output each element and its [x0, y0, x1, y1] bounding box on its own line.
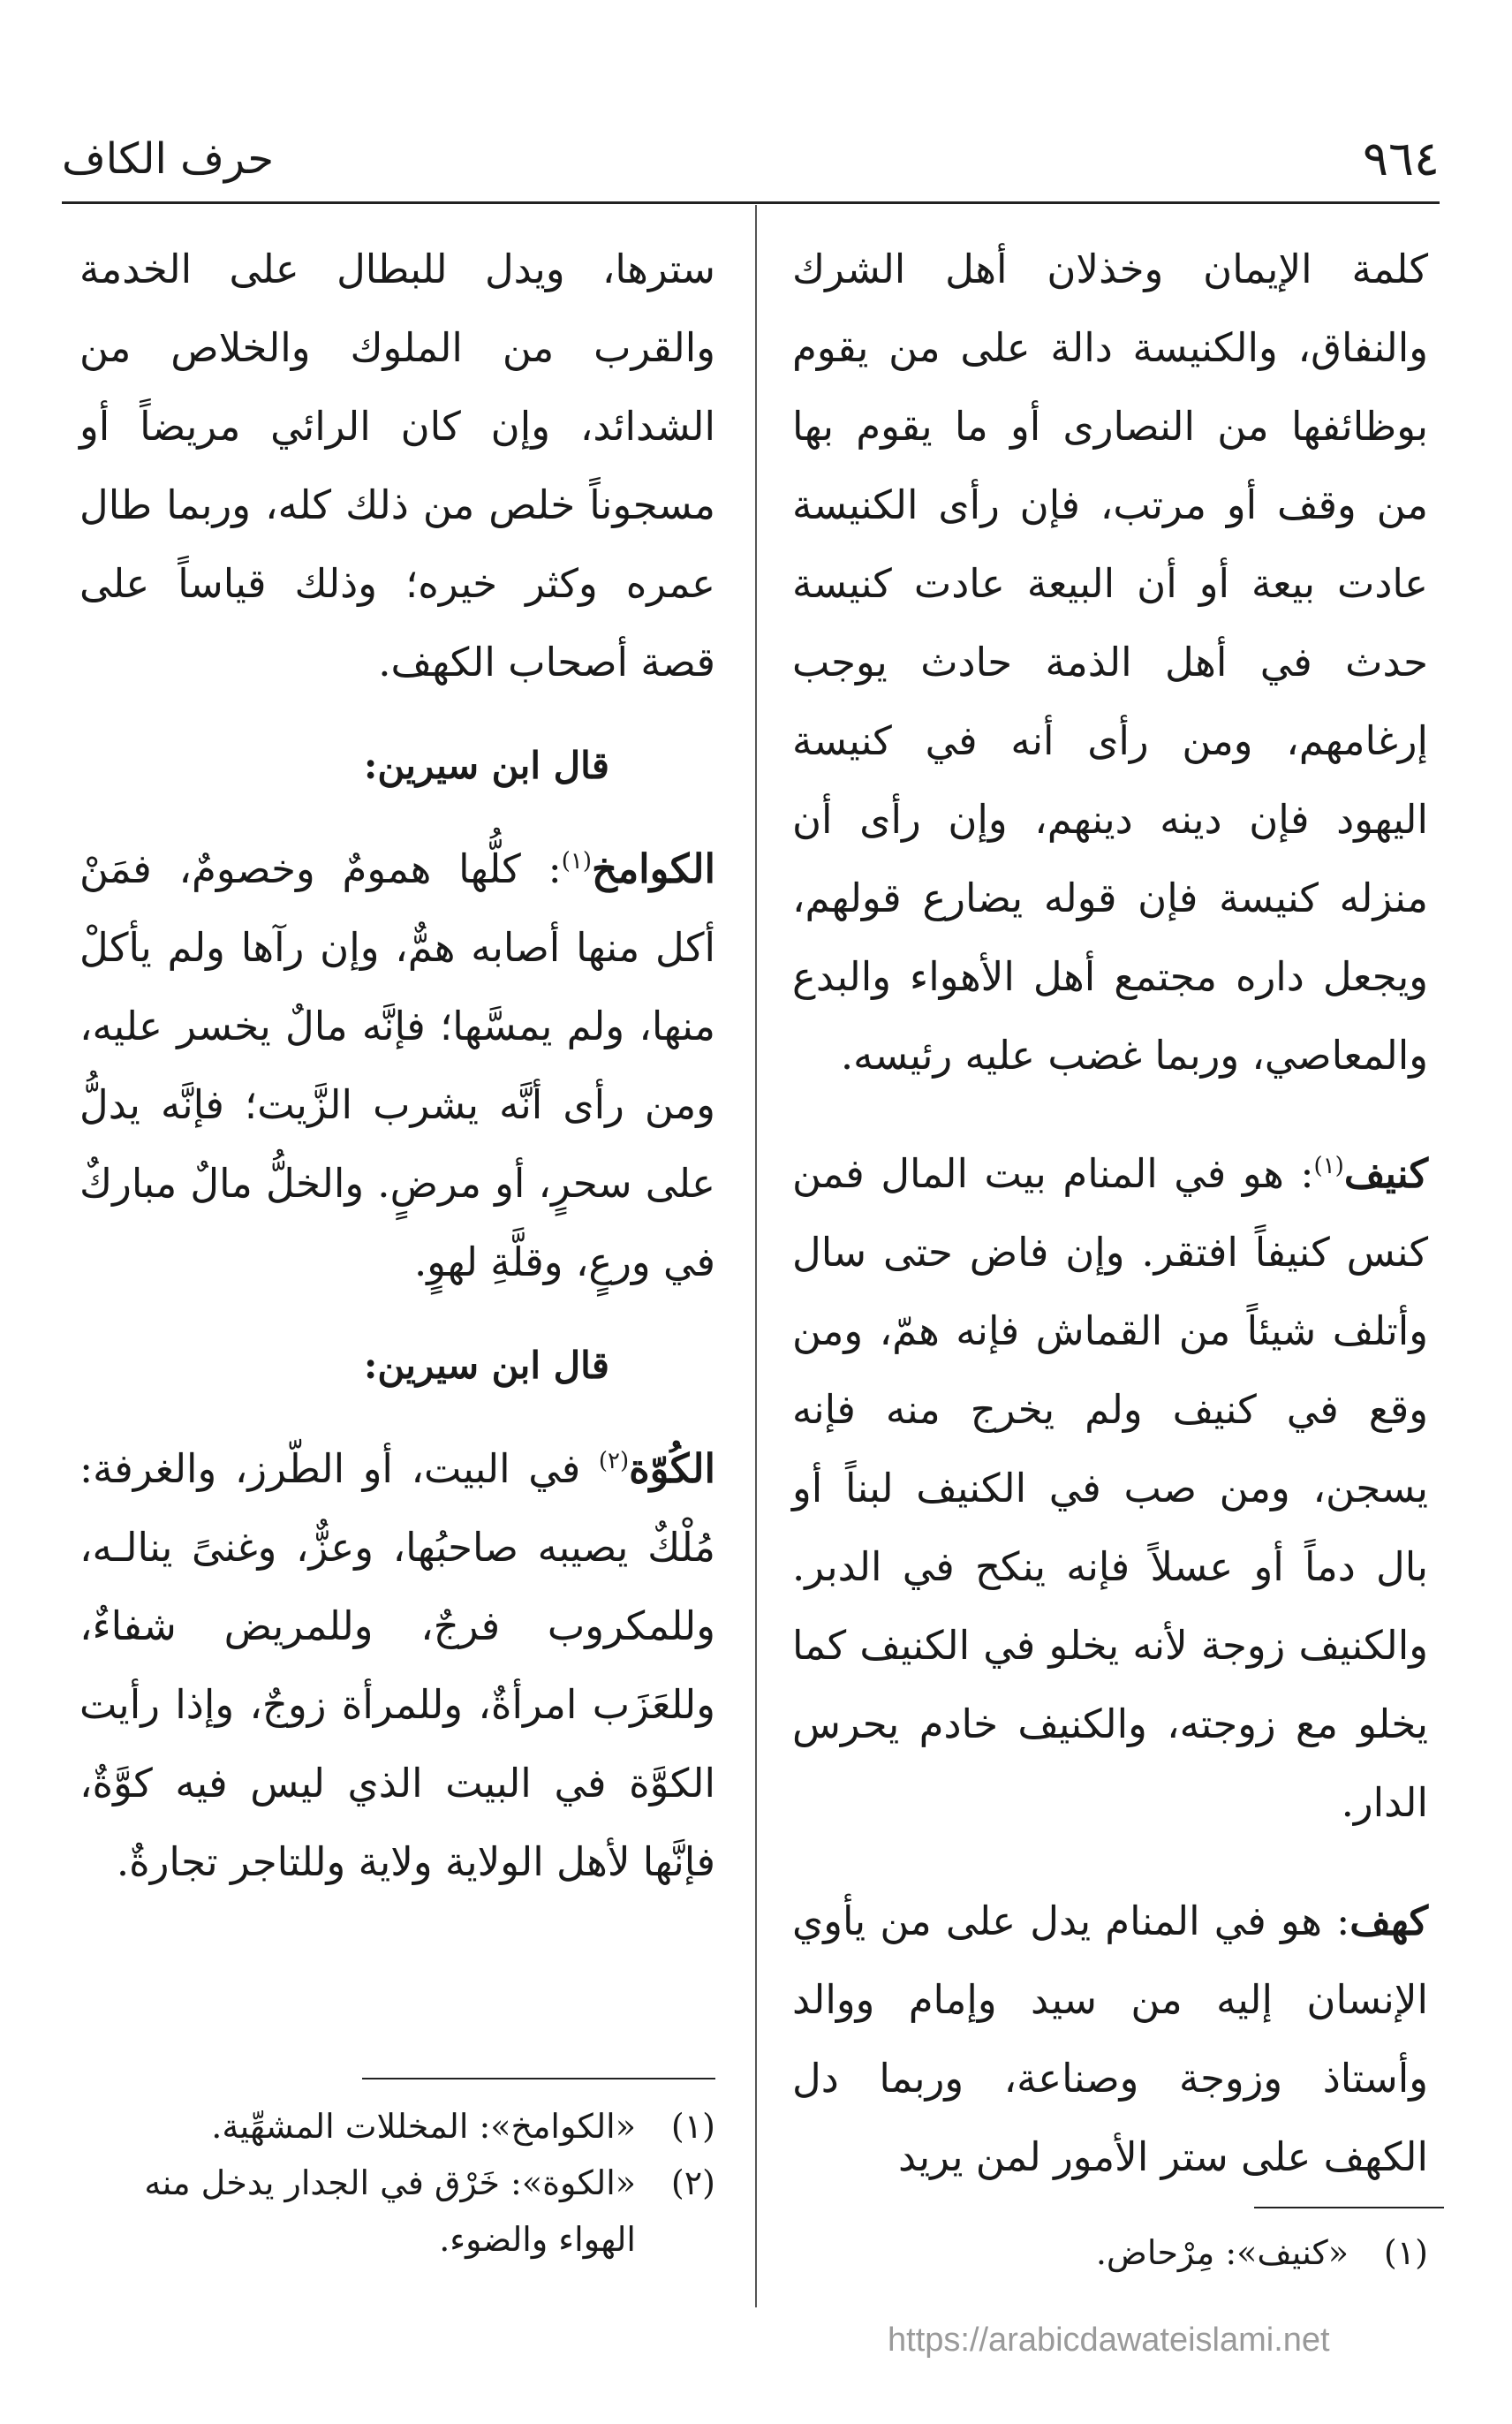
running-head: حرف الكاف — [62, 134, 275, 184]
right-column — [792, 230, 1428, 2196]
footnote-text: «الكوامخ»: المخللات المشهِّية. — [211, 2107, 636, 2146]
footnote-text: «كنيف»: مِرْحاض. — [1095, 2233, 1349, 2272]
watermark-url: https://arabicdawateislami.net — [888, 2322, 1330, 2359]
entry-term: كنيف — [1343, 1150, 1428, 1197]
footnote-item — [79, 2155, 715, 2268]
footnote-item — [79, 2098, 715, 2155]
footnotes-right — [792, 2224, 1428, 2281]
entry-term: كهف — [1349, 1898, 1428, 1944]
footnotes-left — [79, 2098, 715, 2268]
entry-text: : هو في المنام بيت المال فمن كنس كنيفاً افتقر. وإن فاض حتى سال وأتلف شيئاً من القماش فإنه همّ، ومن وقع في كنيف ولم يخرج منه فإنه يسجن، ومن صب في الكنيف لبناً أو بال دماً أو عسلاً فإنه ينكح في الدبر. والكنيف زوجة لأنه يخلو في الكنيف كما يخلو مع زوجته، والكنيف خادم يحرس الدار. — [792, 1150, 1428, 1826]
source-heading: قال ابن سيرين: — [363, 1344, 609, 1387]
entry-kanif — [792, 1134, 1428, 1842]
footnote-ref: (١) — [561, 848, 593, 875]
entry-kuwwa — [79, 1429, 715, 1901]
source-heading: قال ابن سيرين: — [363, 744, 609, 787]
footnote-rule-left — [362, 2078, 715, 2079]
footnote-ref: (٢) — [598, 1448, 630, 1474]
entry-term: الكوامخ — [592, 845, 715, 892]
footnote-number: (٢) — [670, 2163, 715, 2202]
footnote-number: (١) — [670, 2107, 715, 2146]
page-number: ٩٦٤ — [1362, 131, 1440, 186]
footnote-item — [792, 2224, 1428, 2281]
footnote-rule-right — [1254, 2207, 1444, 2208]
paragraph-kahf-continued: سترها، ويدل للبطال على الخدمة والقرب من الملوك والخلاص من الشدائد، وإن كان الرائي مريضاً أو مسجوناً خلص من ذلك كله، وربما طال عمره وكثر خيره؛ وذلك قياساً على قصة أصحاب الكهف. — [79, 246, 715, 686]
footnote-ref: (١) — [1313, 1153, 1344, 1179]
entry-term: الكُوّة — [629, 1445, 715, 1492]
entry-text: : كلُّها همومٌ وخصومٌ، فمَنْ أكل منها أصابه همٌّ، وإن رآها ولم يأكلْ منها، ولم يمسَّها؛ فإنَّه مالٌ يخسر عليه، ومن رأى أنَّه يشرب الزَّيت؛ فإنَّه يدلُّ على سحرٍ، أو مرضٍ. والخلُّ مالٌ مباركٌ في ورعٍ، وقلَّةِ لهوٍ. — [79, 845, 715, 1285]
entry-kawamikh — [79, 829, 715, 1301]
left-column — [79, 230, 715, 1901]
entry-text: : هو في المنام يدل على من يأوي الإنسان إليه من سيد وإمام ووالد وأستاذ وزوجة وصناعة، وربما دل الكهف على ستر الأمور لمن يريد — [792, 1898, 1428, 2180]
footnote-number: (١) — [1383, 2233, 1428, 2272]
page-header — [62, 124, 1440, 194]
paragraph-kanisa: كلمة الإيمان وخذلان أهل الشرك والنفاق، والكنيسة دالة على من يقوم بوظائفها من النصارى أو ما يقوم بها من وقف أو مرتب، فإن رأى الكنيسة عادت بيعة أو أن البيعة عادت كنيسة حدث في أهل الذمة حادث يوجب إرغامهم، ومن رأى أنه في كنيسة اليهود فإن دينه دينهم، وإن رأى أن منزله كنيسة فإن قوله يضارع قولهم، ويجعل داره مجتمع أهل الأهواء والبدع والمعاصي، وربما غضب عليه رئيسه. — [792, 246, 1428, 1079]
column-divider — [755, 205, 757, 2307]
footnote-text: «الكوة»: خَرْق في الجدار يدخل منه الهواء والضوء. — [144, 2163, 636, 2259]
header-rule — [62, 201, 1440, 204]
entry-text: في البيت، أو الطّرز، والغرفة: مُلْكٌ يصيبه صاحبُها، وعزٌّ، وغنىً ينالـه، وللمكروب فرجٌ، وللمريض شفاءٌ، وللعَزَب امرأةٌ، وللمرأة زوجٌ، وإذا رأيت الكوَّة في البيت الذي ليس فيه كوَّةٌ، فإنَّها لأهل الولاية ولاية وللتاجر تجارةٌ. — [79, 1445, 715, 1885]
entry-kahf — [792, 1882, 1428, 2196]
